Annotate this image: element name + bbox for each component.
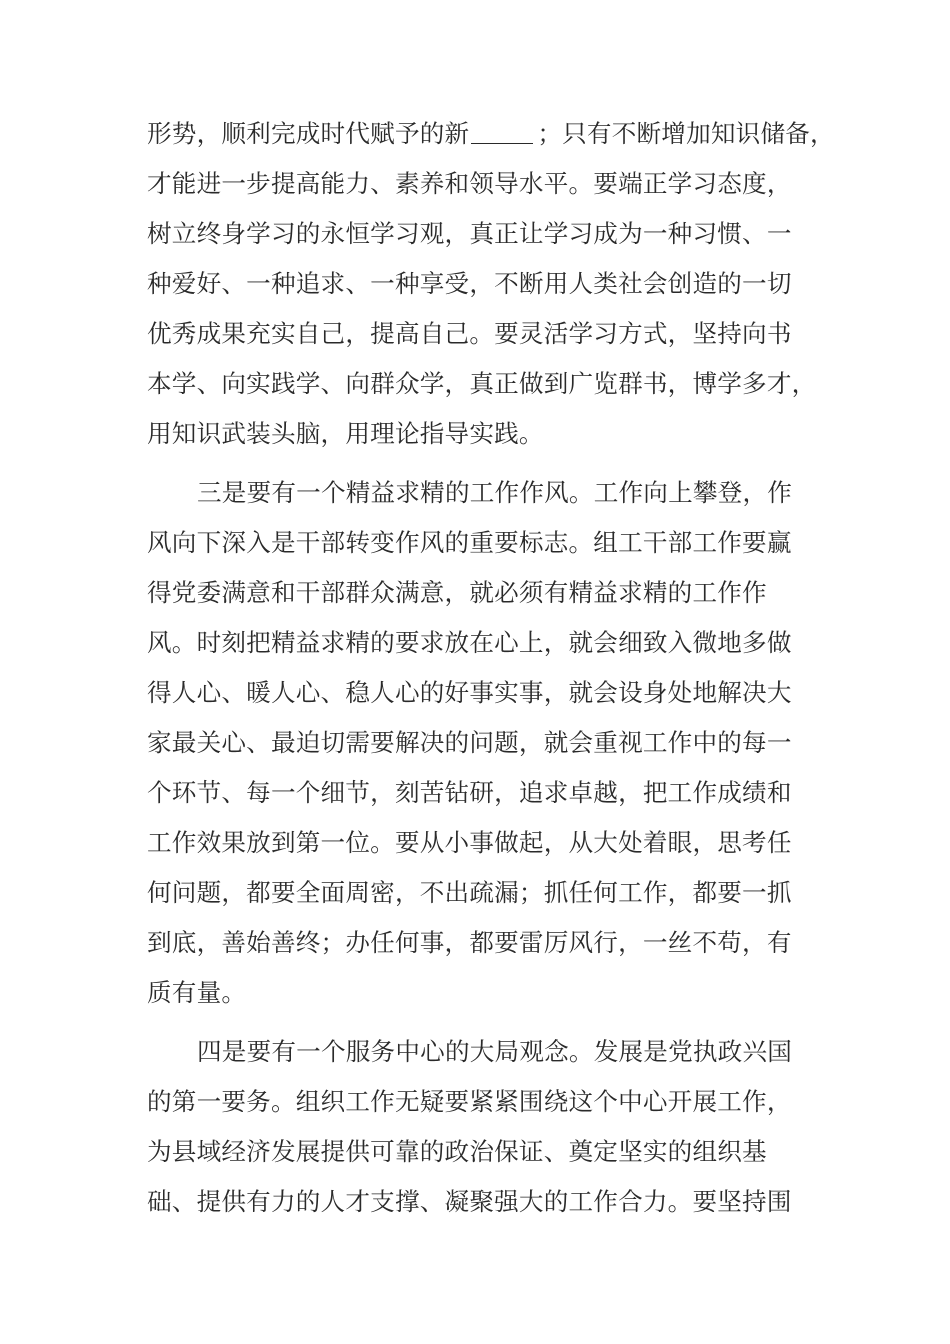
paragraph-big-picture	[147, 1027, 807, 1227]
text-line: 种爱好、一种追求、一种享受，不断用人类社会创造的一切	[147, 269, 792, 298]
text-line: 本学、向实践学、向群众学，真正做到广览群书，博学多才，	[147, 369, 817, 398]
text-line: 工作效果放到第一位。要从小事做起，从大处着眼，思考任	[147, 828, 792, 857]
text-line: 才能进一步提高能力、素养和领导水平。要端正学习态度，	[147, 169, 792, 198]
text-line: 风。时刻把精益求精的要求放在心上，就会细致入微地多做	[147, 628, 792, 657]
text-line: 到底，善始善终；办任何事，都要雷厉风行，一丝不苟，有	[147, 928, 792, 957]
text-line: 的第一要务。组织工作无疑要紧紧围绕这个中心开展工作，	[147, 1087, 792, 1116]
fill-in-blank	[471, 142, 533, 144]
text-line: 得人心、暖人心、稳人心的好事实事，就会设身处地解决大	[147, 678, 792, 707]
text-line: 个环节、每一个细节，刻苦钻研，追求卓越，把工作成绩和	[147, 778, 792, 807]
text-line: 础、提供有力的人才支撑、凝聚强大的工作合力。要坚持围	[147, 1187, 792, 1216]
text-line: 优秀成果充实自己，提高自己。要灵活学习方式，坚持向书	[147, 319, 792, 348]
text-line: 质有量。	[147, 978, 247, 1007]
text-line: 形势，顺利完成时代赋予的新 ；只有不断增加知识储备，	[147, 119, 835, 148]
paragraph-learning	[147, 109, 835, 459]
text-line: 风向下深入是干部转变作风的重要标志。组工干部工作要赢	[147, 528, 792, 557]
text-line: 为县域经济发展提供可靠的政治保证、奠定坚实的组织基	[147, 1137, 767, 1166]
text-line: 何问题，都要全面周密，不出疏漏；抓任何工作，都要一抓	[147, 878, 792, 907]
text-line-indented: 四是要有一个服务中心的大局观念。发展是党执政兴国	[197, 1037, 793, 1066]
document-body	[147, 109, 835, 1227]
text-line: 用知识武装头脑，用理论指导实践。	[147, 419, 544, 448]
paragraph-work-style	[147, 468, 807, 1018]
text-line: 得党委满意和干部群众满意，就必须有精益求精的工作作	[147, 578, 767, 607]
text-line: 树立终身学习的永恒学习观，真正让学习成为一种习惯、一	[147, 219, 792, 248]
text-line-indented: 三是要有一个精益求精的工作作风。工作向上攀登，作	[197, 478, 793, 507]
text-line: 家最关心、最迫切需要解决的问题，就会重视工作中的每一	[147, 728, 792, 757]
